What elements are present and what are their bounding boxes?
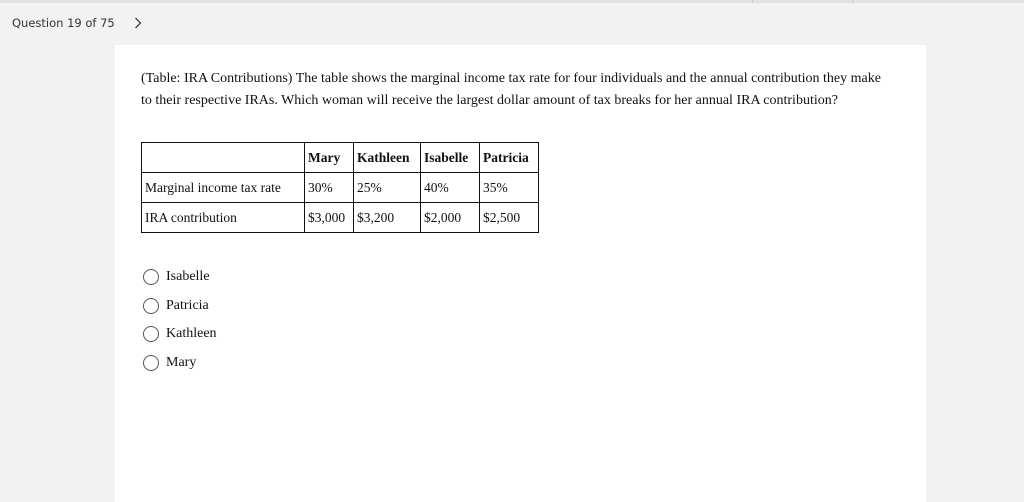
table-cell: $2,000 (421, 203, 480, 233)
question-card (115, 45, 926, 502)
answer-option-patricia[interactable] (143, 292, 217, 321)
answer-option-label: Patricia (166, 297, 209, 313)
table-cell: 40% (421, 173, 480, 203)
top-bar-divider (852, 0, 853, 3)
answer-option-kathleen[interactable] (143, 320, 217, 349)
table-header-cell: Mary (305, 143, 354, 173)
table-header-cell: Kathleen (354, 143, 421, 173)
radio-button[interactable] (143, 326, 159, 342)
question-text: (Table: IRA Contributions) The table shows the marginal income tax rate for four individuals and the annual contribution they make to their respective IRAs. Which woman will receive the largest dollar amount of tax breaks for her annual IRA contribution? (141, 71, 881, 108)
table-cell: $2,500 (480, 203, 539, 233)
answer-option-label: Isabelle (166, 269, 210, 285)
radio-button[interactable] (143, 269, 159, 285)
table-header-cell (142, 143, 305, 173)
answer-option-mary[interactable] (143, 349, 217, 378)
table-row-label: IRA contribution (142, 203, 305, 233)
table-row (142, 173, 539, 203)
top-bar-divider (752, 0, 753, 3)
answer-option-label: Mary (166, 354, 197, 370)
table-header-cell: Patricia (480, 143, 539, 173)
next-question-button[interactable] (131, 16, 145, 30)
table-cell: 25% (354, 173, 421, 203)
answer-option-isabelle[interactable] (143, 263, 217, 292)
table-row-label: Marginal income tax rate (142, 173, 305, 203)
table-row (142, 203, 539, 233)
table-header-row (142, 143, 539, 173)
answer-choices (143, 263, 217, 377)
table-cell: 35% (480, 173, 539, 203)
radio-button[interactable] (143, 298, 159, 314)
top-progress-bar (0, 0, 1024, 3)
answer-option-label: Kathleen (166, 326, 217, 342)
table-cell: $3,000 (305, 203, 354, 233)
table-cell: $3,200 (354, 203, 421, 233)
chevron-right-icon (134, 17, 142, 29)
radio-button[interactable] (143, 355, 159, 371)
table-cell: 30% (305, 173, 354, 203)
ira-contributions-table (141, 142, 539, 233)
question-navigation (12, 16, 145, 30)
table-header-cell: Isabelle (421, 143, 480, 173)
question-counter: Question 19 of 75 (12, 16, 115, 30)
